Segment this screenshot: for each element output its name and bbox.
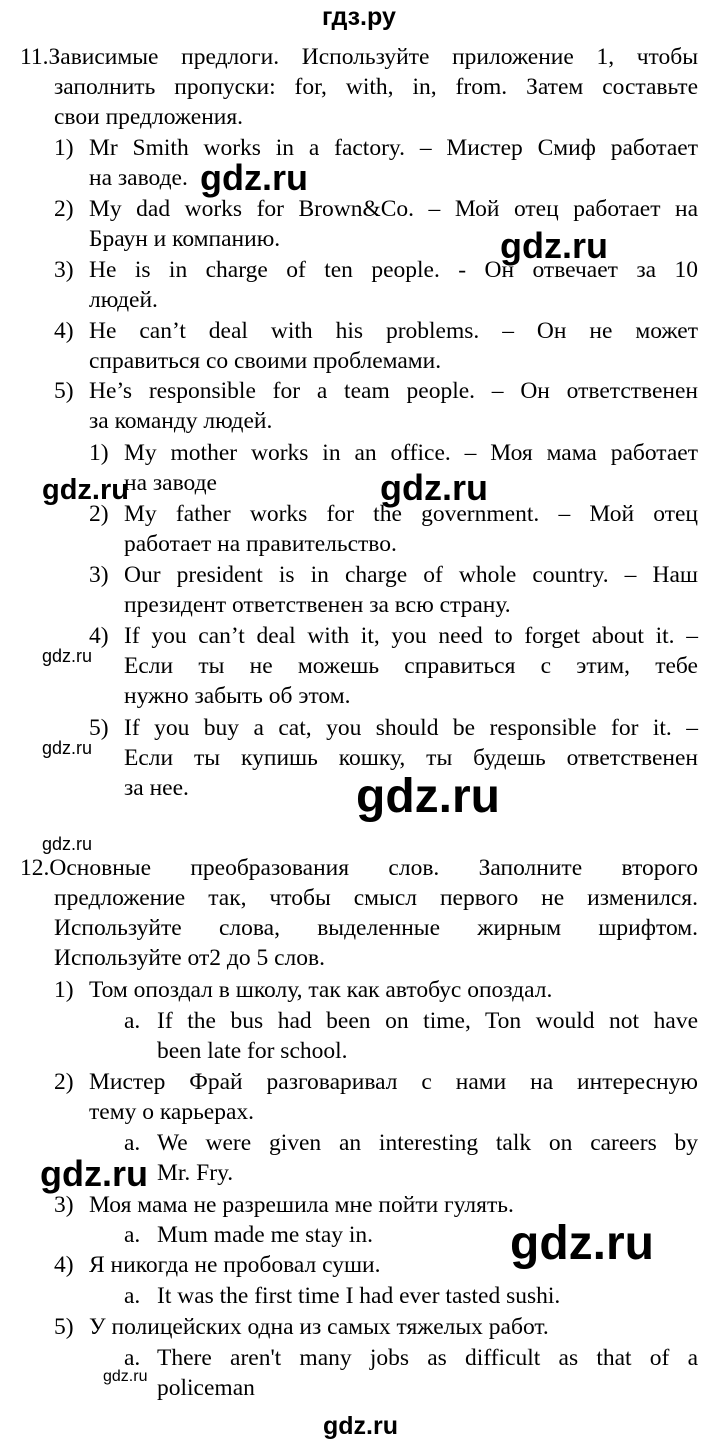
ex11-item-3-line-2: людей.: [89, 287, 158, 313]
ex11-item-5-line-2: за команду людей.: [89, 408, 273, 434]
ex11-item-1-number: 1): [54, 135, 74, 161]
ex12-item-5-number: 5): [54, 1314, 74, 1340]
ex12-item-5-answer-line-2: policeman: [157, 1375, 255, 1401]
ex11-own-1-line-2: на заводе: [124, 470, 217, 496]
ex11-item-4-number: 4): [54, 318, 74, 344]
ex11-own-4-line-1: If you can’t deal with it, you need to forget about it. –: [124, 623, 698, 649]
ex12-item-4-answer: It was the first time I had ever tasted sushi.: [157, 1283, 561, 1309]
ex12-item-5-answer-line-1: There aren't many jobs as difficult as that of a: [157, 1345, 698, 1371]
ex12-item-4-sentence: Я никогда не пробовал суши.: [89, 1252, 381, 1278]
ex12-item-4-answer-letter: a.: [124, 1283, 141, 1309]
ex11-title-line-3: свои предложения.: [54, 104, 244, 130]
ex11-own-3-line-2: президент ответственен за всю страну.: [124, 592, 511, 618]
page-footer: gdz.ru: [323, 1412, 398, 1440]
ex11-own-5-line-3: за нее.: [124, 775, 189, 801]
ex12-title-line-4: Используйте от2 до 5 слов.: [54, 945, 325, 971]
watermark: gdz.ru: [103, 1368, 148, 1385]
ex12-item-2-sentence-line-2: тему о карьерах.: [89, 1099, 255, 1125]
ex11-own-2-number: 2): [89, 501, 109, 527]
ex12-item-3-answer: Mum made me stay in.: [157, 1222, 374, 1248]
ex12-item-2-answer-line-2: Mr. Fry.: [157, 1160, 234, 1186]
ex11-title-line-1: 11.Зависимые предлоги. Используйте приложение 1, чтобы: [20, 44, 698, 70]
ex11-item-2-number: 2): [54, 196, 74, 222]
ex11-own-5-line-2: Если ты купишь кошку, ты будешь ответственен: [124, 745, 698, 771]
ex12-item-1-answer-letter: a.: [124, 1008, 141, 1034]
ex12-item-5-sentence: У полицейских одна из самых тяжелых работ.: [89, 1314, 549, 1340]
watermark: gdz.ru: [356, 770, 500, 823]
ex11-own-4-line-3: нужно забыть об этом.: [124, 683, 351, 709]
watermark: gdz.ru: [40, 1153, 148, 1194]
ex11-own-5-number: 5): [89, 715, 109, 741]
ex11-item-1-line-1: Mr Smith works in a factory. – Мистер Смиф работает: [89, 135, 698, 161]
ex12-item-3-sentence: Моя мама не разрешила мне пойти гулять.: [89, 1192, 514, 1218]
ex12-item-2-answer-line-1: We were given an interesting talk on careers by: [157, 1130, 698, 1156]
watermark: gdz.ru: [510, 1217, 654, 1270]
ex12-item-5-answer-letter: a.: [124, 1345, 141, 1371]
watermark: gdz.ru: [42, 738, 93, 758]
ex11-own-1-line-1: My mother works in an office. – Моя мама работает: [124, 440, 698, 466]
ex11-item-2-line-1: My dad works for Brown&Co. – Мой отец работает на: [89, 196, 698, 222]
watermark: gdz.ru: [380, 467, 488, 508]
ex12-item-2-sentence-line-1: Мистер Фрай разговаривал с нами на интересную: [89, 1069, 698, 1095]
ex12-item-4-number: 4): [54, 1252, 74, 1278]
watermark: gdz.ru: [42, 474, 129, 506]
watermark: gdz.ru: [200, 157, 308, 198]
ex12-item-1-answer-line-2: been late for school.: [157, 1038, 348, 1064]
watermark: gdz.ru: [42, 646, 93, 666]
page-header: гдз.ру: [322, 3, 396, 31]
ex11-title-line-2: заполнить пропуски: for, with, in, from. Затем составьте: [54, 74, 698, 100]
ex11-own-1-number: 1): [89, 440, 109, 466]
ex12-item-3-answer-letter: a.: [124, 1222, 141, 1248]
ex12-item-2-answer-letter: a.: [124, 1130, 141, 1156]
ex11-item-2-line-2: Браун и компанию.: [89, 226, 281, 252]
ex12-title-line-2: предложение так, чтобы смысл первого не изменился.: [54, 885, 698, 911]
ex11-item-5-number: 5): [54, 378, 74, 404]
watermark: gdz.ru: [500, 225, 608, 266]
ex12-title-line-1: 12.Основные преобразования слов. Заполните второго: [20, 855, 698, 881]
ex11-own-3-number: 3): [89, 562, 109, 588]
ex12-item-1-answer-line-1: If the bus had been on time, Ton would not have: [157, 1008, 698, 1034]
ex11-own-4-line-2: Если ты не можешь справиться с этим, тебе: [124, 653, 698, 679]
ex11-item-3-line-1: He is in charge of ten people. - Он отвечает за 10: [89, 257, 698, 283]
watermark: gdz.ru: [42, 834, 93, 854]
ex11-item-3-number: 3): [54, 257, 74, 283]
ex11-item-5-line-1: He’s responsible for a team people. – Он ответственен: [89, 378, 698, 404]
ex11-item-4-line-1: He can’t deal with his problems. – Он не может: [89, 318, 698, 344]
ex12-item-1-sentence: Том опоздал в школу, так как автобус опоздал.: [89, 977, 553, 1003]
ex12-item-1-number: 1): [54, 977, 74, 1003]
ex12-item-2-number: 2): [54, 1069, 74, 1095]
ex11-own-5-line-1: If you buy a cat, you should be responsible for it. –: [124, 715, 698, 741]
ex11-own-2-line-1: My father works for the government. – Мой отец: [124, 501, 698, 527]
ex11-own-2-line-2: работает на правительство.: [124, 531, 397, 557]
ex11-item-4-line-2: справиться со своими проблемами.: [89, 348, 442, 374]
ex12-title-line-3: Используйте слова, выделенные жирным шрифтом.: [54, 915, 698, 941]
ex12-item-3-number: 3): [54, 1192, 74, 1218]
ex11-own-3-line-1: Our president is in charge of whole country. – Наш: [124, 562, 698, 588]
ex11-item-1-line-2: на заводе.: [89, 165, 188, 191]
ex11-own-4-number: 4): [89, 623, 109, 649]
